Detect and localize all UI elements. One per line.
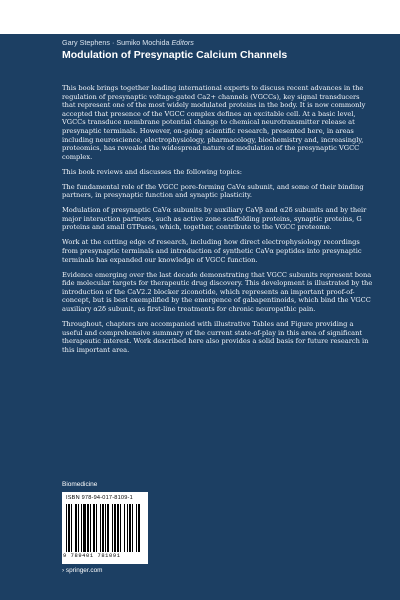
barcode-bar	[105, 504, 106, 552]
editors-line	[62, 38, 194, 47]
barcode-bar	[136, 504, 137, 552]
barcode-bar	[138, 504, 140, 552]
back-cover-text	[62, 84, 375, 361]
barcode-bar	[124, 504, 125, 552]
publisher-website[interactable]: › springer.com	[62, 567, 103, 574]
barcode-digits: 9 789401 781091	[63, 553, 121, 559]
barcode-bar	[107, 504, 109, 552]
paragraph-topic-1: The fundamental role of the VGCC pore-forming CaVα subunit, and some of their binding partners, in presynaptic function and synaptic plasticity.	[62, 182, 364, 200]
barcode-bar	[100, 504, 101, 552]
barcode-bar	[93, 504, 95, 552]
paragraph-closing: Throughout, chapters are accompanied with illustrative Tables and Figure providing a useful and comprehensive summary of the current state-of-play in this area of significant therapeutic interest. Work described here also provides a solid basis for future research in this important area.	[62, 320, 369, 354]
barcode-bar	[66, 504, 67, 552]
paragraph-intro: This book brings together leading international experts to discuss recent advances in the regulation of presynaptic voltage-gated Ca2+ channels (VGCCs), key signal transducers that represent one of the most widely modulated proteins in the body. It is now commonly accepted that presence of the VGCC complex defines an excitable cell. At a basic level, VGCCs transduce membrane potential change to chemical neurotransmitter release at presynaptic terminals. However, on-going scientific research, presented here, in areas including neuroscience, electrophysiology, pharmacology, biochemistry and, increasingly, proteomics, has revealed the widespread nature of modulation of the presynaptic VGCC complex.	[62, 84, 366, 161]
barcode-bar	[71, 504, 72, 552]
barcode-bar	[78, 504, 79, 552]
isbn-number: ISBN 978-94-017-8109-1	[66, 495, 133, 501]
book-title: Modulation of Presynaptic Calcium Channels	[62, 49, 288, 61]
editors-role: Editors	[171, 38, 194, 47]
barcode-bar	[83, 504, 86, 552]
paragraph-topic-4: Evidence emerging over the last decade demonstrating that VGCC subunits represent bona fide molecular targets for therapeutic drug discovery. This development is illustrated by the introduction of the CaV2.2 blocker ziconotide, which represents an important proof-of-concept, but is best exemplified by the emergence of gabapentinoids, which bind the VGCC auxiliary α2δ subunit, as first-line treatments for chronic neuropathic pain.	[62, 270, 373, 314]
barcode-bar	[129, 504, 131, 552]
barcode-bar	[96, 504, 97, 552]
barcode-bar	[81, 504, 82, 552]
isbn-barcode-box	[62, 492, 148, 564]
paragraph-topic-2: Modulation of presynaptic CaVα subunits by auxiliary CaVβ and α2δ subunits and by their major interaction partners, such as active zone scaffolding proteins, synaptic proteins, G proteins and small GTPases, which, together, contribute to the VGCC proteome.	[62, 206, 367, 232]
barcode-bar	[117, 504, 119, 552]
barcode-bar	[90, 504, 91, 552]
paragraph-topic-3: Work at the cutting edge of research, including how direct electrophysiology recordings from presynaptic terminals and introduction of synthetic CaVα peptides into presynaptic terminals has expanded our knowledge of VGCC function.	[62, 238, 362, 264]
subject-category: Biomedicine	[62, 481, 98, 488]
barcode-bar	[87, 504, 89, 552]
barcode-bar	[132, 504, 133, 552]
editor-names: Gary Stephens · Sumiko Mochida	[62, 38, 170, 47]
barcode-bar	[68, 504, 70, 552]
barcode-bar	[114, 504, 116, 552]
barcode-bar	[120, 504, 121, 552]
barcode-bar	[127, 504, 128, 552]
barcode-bar	[75, 504, 77, 552]
barcode-icon	[66, 504, 144, 552]
cover-top-band	[0, 0, 400, 34]
website-link[interactable]: springer.com	[65, 567, 103, 574]
paragraph-topics-lead: This book reviews and discusses the following topics:	[62, 167, 243, 176]
barcode-bar	[112, 504, 113, 552]
barcode-bar	[102, 504, 104, 552]
